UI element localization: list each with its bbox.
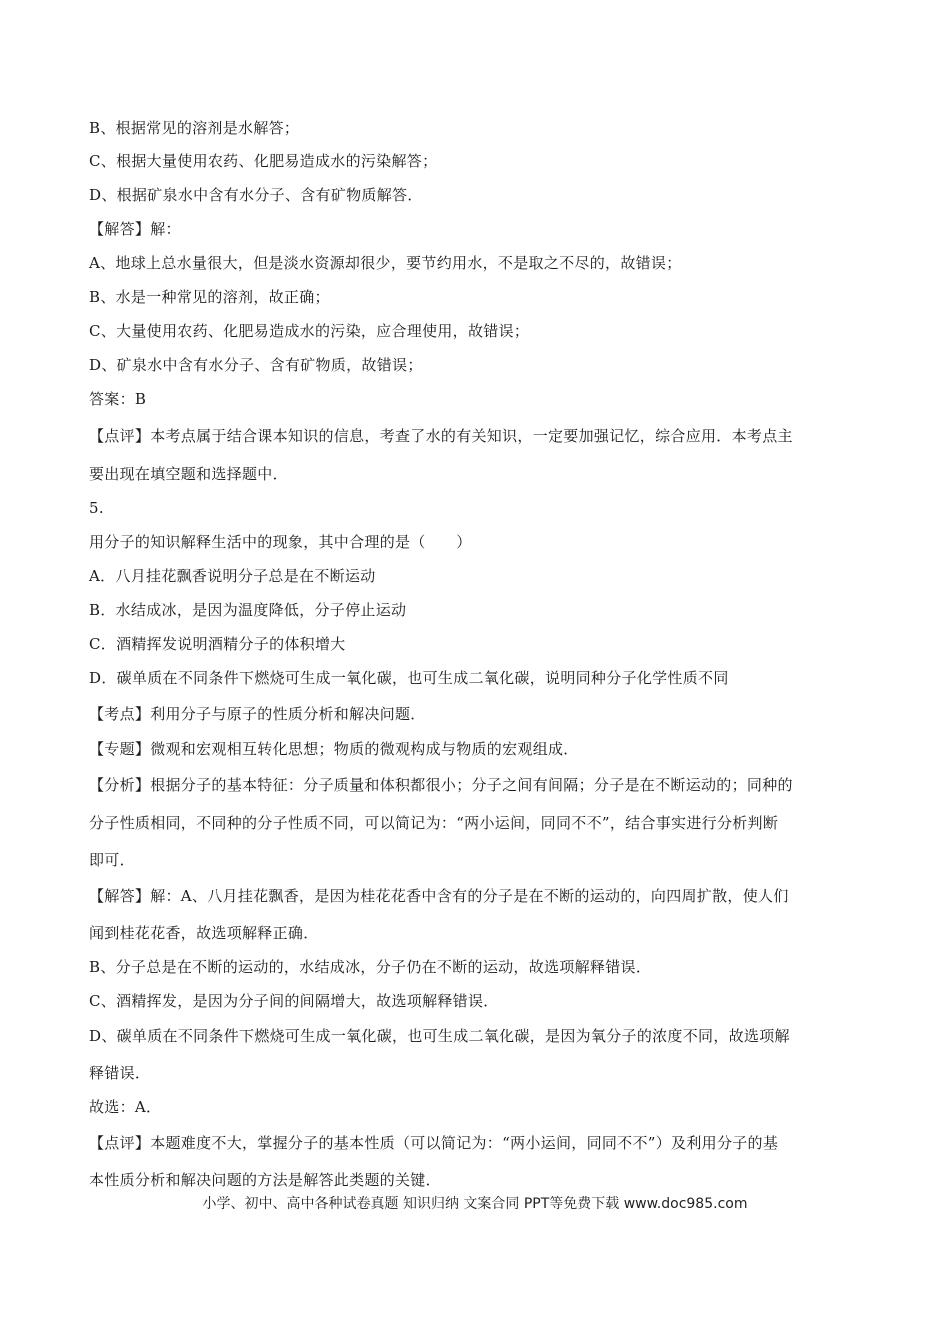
question-stem: 用分子的知识解释生活中的现象，其中合理的是（ ） (89, 533, 472, 551)
text-line: D、根据矿泉水中含有水分子、含有矿物质解答． (89, 186, 423, 204)
text-line: 【点评】本考点属于结合课本知识的信息，考查了水的有关知识，一定要加强记忆，综合应用．本考点主 (89, 427, 793, 445)
text-line: 故选：A． (89, 1098, 162, 1116)
question-number: 5. (89, 499, 104, 517)
text-line: 要出现在填空题和选择题中． (89, 465, 288, 483)
text-line: 分子性质相同，不同种的分子性质不同，可以简记为：“两小运间，同同不不”，结合事实进行分析判断 (89, 814, 779, 832)
text-line: C、根据大量使用农药、化肥易造成水的污染解答； (89, 152, 438, 170)
text-line: 【分析】根据分子的基本特征：分子质量和体积都很小；分子之间有间隔；分子是在不断运动的；同种的 (89, 776, 793, 794)
option-b: B．水结成冰，是因为温度降低，分子停止运动 (89, 601, 407, 619)
text-line: B、水是一种常见的溶剂，故正确； (89, 288, 330, 306)
text-line: C、大量使用农药、化肥易造成水的污染，应合理使用，故错误； (89, 322, 530, 340)
option-d: D．碳单质在不同条件下燃烧可生成一氧化碳，也可生成二氧化碳，说明同种分子化学性质不同 (89, 669, 729, 687)
text-line: 本性质分析和解决问题的方法是解答此类题的关键． (89, 1171, 441, 1189)
text-line: 释错误． (89, 1064, 151, 1082)
text-line: 答案：B (89, 390, 147, 408)
text-line: C、酒精挥发，是因为分子间的间隔增大，故选项解释错误． (89, 992, 499, 1010)
option-c: C．酒精挥发说明酒精分子的体积增大 (89, 635, 346, 653)
text-line: 【解答】解：A、八月挂花飘香，是因为桂花花香中含有的分子是在不断的运动的，向四周扩散，使人们 (89, 887, 789, 905)
text-line: B、根据常见的溶剂是水解答； (89, 119, 300, 137)
page-footer: 小学、初中、高中各种试卷真题 知识归纳 文案合同 PPT等免费下载 www.doc985.com (202, 1196, 748, 1212)
text-line: 【专题】微观和宏观相互转化思想；物质的微观构成与物质的宏观组成． (89, 740, 579, 758)
text-line: B、分子总是在不断的运动的，水结成冰，分子仍在不断的运动，故选项解释错误． (89, 958, 652, 976)
text-line: A、地球上总水量很大，但是淡水资源却很少，要节约用水，不是取之不尽的，故错误； (89, 254, 682, 272)
text-line: 即可． (89, 851, 135, 869)
option-a: A．八月挂花飘香说明分子总是在不断运动 (89, 567, 376, 585)
text-line: 【解答】解： (89, 220, 181, 238)
text-line: 【考点】利用分子与原子的性质分析和解决问题． (89, 705, 426, 723)
text-line: D、矿泉水中含有水分子、含有矿物质，故错误； (89, 356, 423, 374)
text-line: 【点评】本题难度不大，掌握分子的基本性质（可以简记为：“两小运间，同同不不”）及利用分子的基 (89, 1134, 779, 1152)
text-line: D、碳单质在不同条件下燃烧可生成一氧化碳，也可生成二氧化碳，是因为氧分子的浓度不同，故选项解 (89, 1027, 790, 1045)
text-line: 闻到桂花花香，故选项解释正确． (89, 924, 319, 942)
